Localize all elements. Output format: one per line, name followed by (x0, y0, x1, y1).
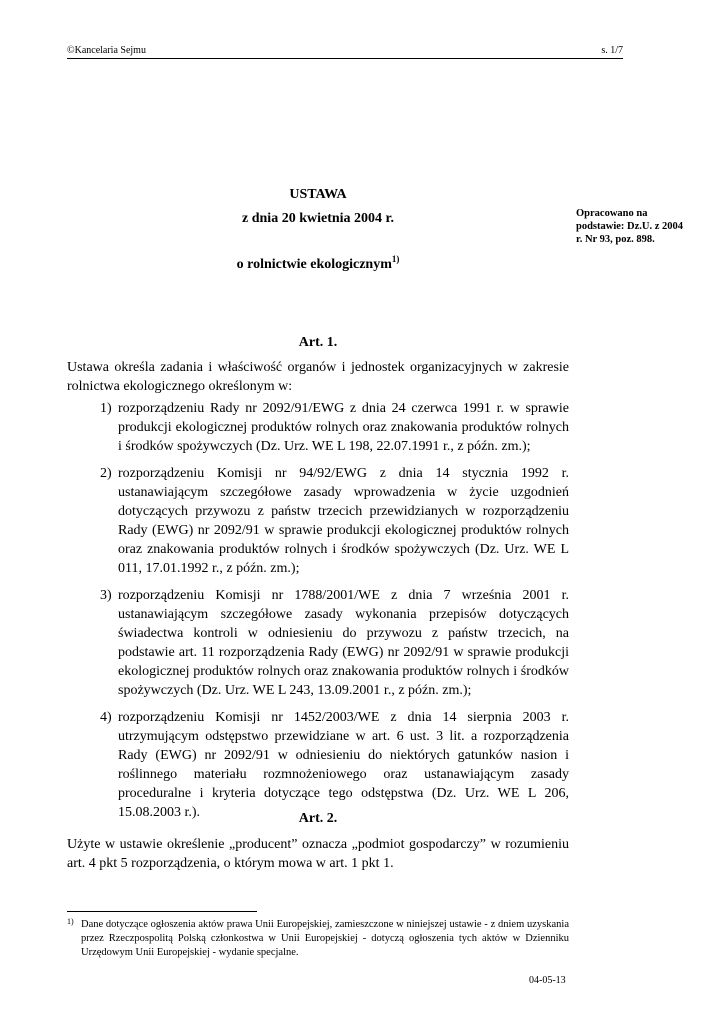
article-1-list (100, 399, 569, 830)
list-item-text: rozporządzeniu Komisji nr 1452/2003/WE z dnia 14 sierpnia 2003 r. utrzymującym odstępstwo przewidziane w art. 6 ust. 3 lit. a rozporządzenia Rady (EWG) nr 2092/91 w odniesieniu do niektórych gatunków nasion i roślinnego materiału rozmnożeniowego oraz ustanawiającym zasady proceduralne i kryteria dotyczące tego odstępstwa (Dz. Urz. WE L 206, 15.08.2003 r.). (118, 710, 569, 820)
document-date: z dnia 20 kwietnia 2004 r. (242, 211, 394, 226)
list-item-number: 4) (100, 710, 112, 725)
source-note: Opracowano na podstawie: Dz.U. z 2004 r. Nr 93, poz. 898. (576, 208, 684, 245)
footnote-reference: 1) (391, 254, 400, 264)
article-2-text: Użyte w ustawie określenie „producent” oznacza „podmiot gospodarczy” w rozumieniu art. 4 pkt 5 rozporządzenia, o którym mowa w art. 1 pkt 1. (67, 837, 569, 871)
subject-text: o rolnictwie ekologicznym (236, 257, 392, 272)
list-item-text: rozporządzeniu Rady nr 2092/91/EWG z dnia 24 czerwca 1991 r. w sprawie produkcji ekologicznej produktów rolnych oraz znakowania produktów rolnych i środków spożywczych (Dz. Urz. WE L 198, 22.07.1991 r., z późn. zm.); (118, 401, 569, 454)
article-2-heading: Art. 2. (298, 811, 338, 826)
list-item (100, 399, 569, 456)
list-item (100, 708, 569, 822)
header-page-number: s. 1/7 (601, 45, 623, 56)
list-item-number: 2) (100, 466, 112, 481)
article-1-intro: Ustawa określa zadania i właściwość organów i jednostek organizacyjnych w zakresie rolnictwa ekologicznego określonym w: (67, 360, 569, 394)
list-item-text: rozporządzeniu Komisji nr 1788/2001/WE z dnia 7 września 2001 r. ustanawiającym szczegółowe zasady wykonania przepisów dotyczących świadectwa kontroli w odniesieniu do przywozu z państw trzecich, na podstawie art. 11 rozporządzenia Rady (EWG) nr 2092/91 w sprawie produkcji ekologicznej produktów rolnych oraz znakowania produktów rolnych i środków spożywczych (Dz. Urz. WE L 243, 13.09.2001 r., z późn. zm.); (118, 588, 569, 698)
article-1-heading: Art. 1. (298, 335, 338, 350)
list-item-number: 3) (100, 588, 112, 603)
footnote-text: Dane dotyczące ogłoszenia aktów prawa Unii Europejskiej, zamieszczone w niniejszej ustawie - z dniem uzyskania przez Rzeczpospolitą Polską członkostwa w Unii Europejskiej - dotyczą ogłoszenia tych aktów w Dzienniku Urzędowym Unii Europejskiej - wydanie specjalne. (81, 919, 569, 958)
document-title: USTAWA (289, 187, 347, 202)
footnote-mark: 1) (67, 917, 74, 926)
footnote-divider (67, 911, 257, 912)
page-header (67, 45, 623, 59)
list-item-number: 1) (100, 401, 112, 416)
list-item-text: rozporządzeniu Komisji nr 94/92/EWG z dnia 14 stycznia 1992 r. ustanawiającym szczegółowe zasady wprowadzenia w życie uzgodnień dotyczących przywozu z państw trzecich przewidzianych w rozporządzeniu Rady (EWG) nr 2092/91 w sprawie produkcji ekologicznej produktów rolnych oraz znakowania produktów rolnych i środków spożywczych (Dz. Urz. WE L 011, 17.01.1992 r., z późn. zm.); (118, 466, 569, 576)
header-publisher: ©Kancelaria Sejmu (67, 45, 146, 56)
footnote (67, 918, 569, 960)
page-date: 04-05-13 (529, 975, 566, 986)
document-subject (67, 254, 569, 273)
list-item (100, 464, 569, 578)
list-item (100, 586, 569, 700)
